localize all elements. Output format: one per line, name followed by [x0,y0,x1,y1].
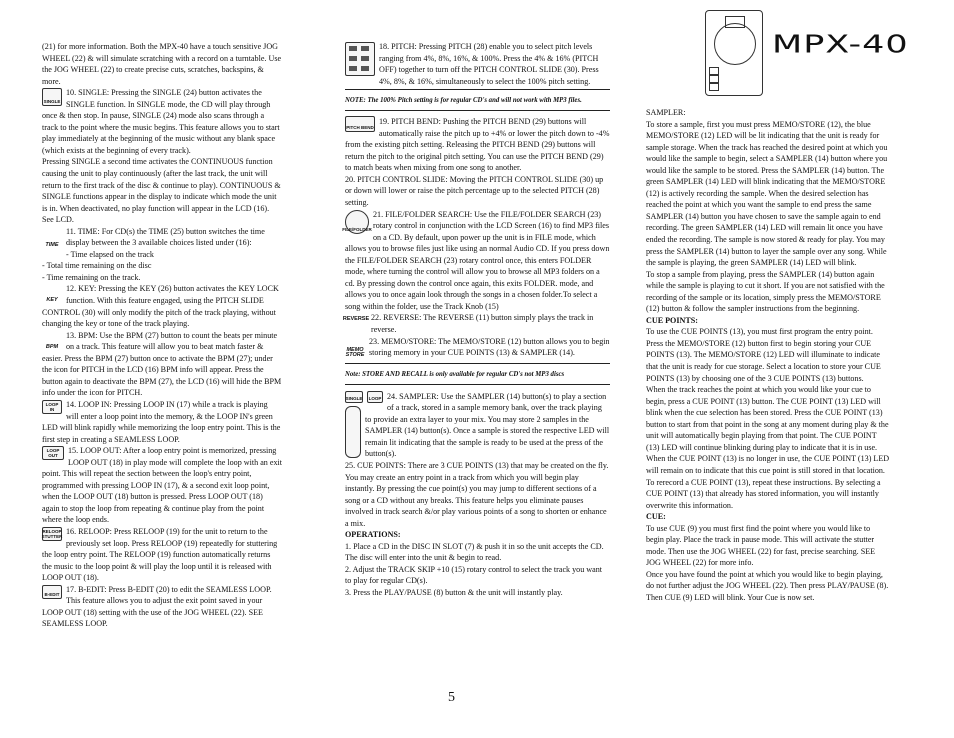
button-icon [709,67,719,75]
bpm-text: 13. BPM: Use the BPM (27) button to count the beats per minute on a track. This feature will allow you to beat match faster & easier. Press the BPM (27) button once to activate the BPM (27); under the icon for PITCH in the LCD (16) BPM info will appear. Press the button again to deactivate the BPM (27), the LCD (16) will hide the BPM info under the icon for PITCH. [42,330,282,398]
intro-text: (21) for more information. Both the MPX-40 have a touch sensitive JOG WHEEL (22) & will simulate scratching with a record on a turntable. Use the JOG WHEEL (22) to create precise cuts, scratches, backspins, & more. [42,42,282,86]
single-continuous-text: Pressing SINGLE a second time activates the CONTINUOUS function causing the unit to play continuously (after the last track, the unit will return to the first track of the disc & continue to play). CONTINUOUS & SINGLE functions appear in the display to indicate which mode the unit is in. When deactivated, no play function will appear in the LCD (16). See LCD. [42,157,281,225]
loop-in-button-icon: LOOP IN [42,400,62,414]
pitch-buttons-icon [345,42,375,76]
operation-step: 2. Adjust the TRACK SKIP +10 (15) rotary control to select the track you want to play for regular CD(s). [345,564,603,586]
key-text: 12. KEY: Pressing the KEY (26) button activates the KEY LOCK function. With this feature engaged, using the PITCH SLIDE CONTROL (30) will only modify the pitch of the track playing, without changing the key or tone of the track playing. [42,284,279,329]
single-button-icon: SINGLE [42,88,62,106]
loop-in-text: 14. LOOP IN: Pressing LOOP IN (17) while a track is playing will enter a loop point into the memory, & the LOOP IN's green LED will blink rapidly while memorizing the loop entry point. This is the first step in creating a SEAMLESS LOOP. [42,399,281,444]
pitch-bend-text: 19. PITCH BEND: Pushing the PITCH BEND (29) buttons will automatically raise the pitch up to +4% or lower the pitch down to -4% from the existing pitch setting. Releasing the PITCH BEND (29) buttons will return the pitch to the original pitch setting. You can use the PITCH BEND (29) to match beats when mixing from one song to another. [345,117,610,173]
sampler-button-icon: LOOP [367,391,383,403]
reloop-button-icon: RELOOP STUTTER [41,528,63,539]
cue-points-play-instructions: When the track reaches the point at which you would like your cue to begin, press a CUE POINT (13) button. The CUE POINT (13) LED will blink when the cue selection has been stored. Press the CUE POINT (13) button to start from that point in the song at any moment during play & the unit will automatically begin playing from that point. The CUE POINT (13) LED will continue blinking during play to indicate that it is in use. When the CUE POINT (13) is no longer in use, the CUE POINT (13) LED will remain on to indicate that this cue point is still stored in that location. [646,385,890,475]
cue-set-instructions: Once you have found the point at which you would like to begin playing, do not further adjust the JOG WHEEL (22). Then press PLAY/PAUSE (8). Then CUE (9) LED will blink. Your Cue is now set. [646,569,889,602]
brand-title: MPX-40 [772,30,909,59]
reverse-button-icon: REVERSE [342,316,370,323]
pitch-text: 18. PITCH: Pressing PITCH (28) enable you to select pitch levels ranging from 4%, 8%, 16%, & 100%. Press the 4% & 16% (PITCH OFF) together to turn off the PITCH CONTROL SLIDE (30). Press 4%, 8%, & 16%, simultaneously to select the 100% pitch setting. [379,42,599,86]
reverse-text: 22. REVERSE: The REVERSE (11) button simply plays the track in reverse. [371,313,594,335]
button-icon [709,75,719,83]
time-item: - Total time remaining on the disc [42,261,152,271]
cue-points-heading: CUE POINTS: [646,315,698,325]
product-logo-illustration [705,10,763,96]
loop-out-text: 15. LOOP OUT: After a loop entry point is memorized, pressing LOOP OUT (18) in play mode will complete the loop with an exit point. This will repeat the section between the loop's entry point, programmed with pressing LOOP IN (17), & a second exit loop point, when the LOOP OUT (18) button is pressed. Press LOOP OUT (18) again to stop the loop from repeating & continue play from the point where the loop ends. [42,446,282,525]
time-item: - Time remaining on the track. [42,272,141,282]
cue-points-buttons-icon [345,406,361,458]
memo-note: Note: STORE AND RECALL is only available for regular CD's not MP3 discs [345,370,565,378]
divider [345,384,610,385]
b-edit-text: 17. B-EDIT: Press B-EDIT (20) to edit the SEAMLESS LOOP. This feature allows you to adjust the exit point saved in your LOOP OUT (18) setting with the use of the JOG WHEEL (22). SEE SEAMLESS LOOP. [42,584,272,629]
operation-step: 1. Place a CD in the DISC IN SLOT (7) & push it in so the unit accepts the CD. The disc will enter into the unit & begin to read. [345,541,604,563]
memo-store-button-icon: MEMO STORE [345,346,365,358]
reloop-text: 16. RELOOP: Press RELOOP (19) for the unit to return to the previously set loop. Press RELOOP (19) repeatedly for stuttering the loop entry point. The RELOOP (19) function automatically returns the music to the loop point & will play the loop until it is released with LOOP OUT (18). [42,526,278,583]
divider [345,89,610,90]
loop-out-button-icon: LOOP OUT [42,446,64,460]
cue-instructions: To use CUE (9) you must first find the point where you would like to begin play. Place the track in pause mode. This will activate the stutter mode. Then use the JOG WHEEL (22) for fast, precise searching. SEE JOG WHEEL (22) for more info. [646,523,876,568]
sampler-button-icon: SINGLE [345,391,363,403]
time-text: 11. TIME: For CD(s) the TIME (25) button switches the time display between the 3 available choices listed under (16): [66,226,265,248]
column-middle [342,41,610,599]
divider [345,110,610,111]
memo-store-text: 23. MEMO/STORE: The MEMO/STORE (12) button allows you to begin storing memory in your CUE POINTS (13) & SAMPLER (14). [369,336,610,358]
time-button-icon: TIME [45,241,59,248]
operations-title: OPERATIONS: [345,530,401,540]
divider [345,363,610,364]
time-item: - Time elapsed on the track [66,249,154,259]
column-right [646,107,890,604]
file-folder-text: 21. FILE/FOLDER SEARCH: Use the FILE/FOLDER SEARCH (23) rotary control in conjunction with the LCD Screen (16) to find MP3 files on a CD. By default, upon power up the unit is in FILE mode, which allows you to browse files just like using an normal Audio CD. If you press down the FILE/FOLDER SEARCH (23) rotary control once, this enters FOLDER mode, where turning the control will allow you to browse all MP3 folders on a cd. By pressing down the control once again, this exits FOLDER. mode, and allows you to once again look through the songs in a chosen folder.To select a song within the folder, use the Track Knob (15) [345,209,610,311]
sampler-stop-instructions: To stop a sample from playing, press the SAMPLER (14) button again while the sample is playing to cut it short. If you are not satisfied with the recording of the sample or its location, simply press the MEMO/STORE (12) button & follow the sampler instructions from the beginning. [646,269,885,314]
pitch-buttons-graphic-icon [347,44,373,74]
bpm-button-icon: BPM [45,343,59,350]
pitch-bend-button-icon: PITCH BEND [345,116,375,132]
pitch-note: NOTE: The 100% Pitch setting is for regular CD's and will not work with MP3 files. [345,97,582,105]
column-left [42,41,282,630]
sampler-text: 24. SAMPLER: Use the SAMPLER (14) button(s) to play a section of a track, stored in a sample memory bank, over the track playing to provide an extra layer to your mix. You may store 2 samples in the SAMPLER (14) button(s). Once a sample is stored the respective LED will remain lit indicating that the sample is ready to be used at the press of the button(s). [365,391,610,459]
sampler-heading: SAMPLER: [646,108,686,117]
cue-points-text: 25. CUE POINTS: There are 3 CUE POINTS (13) that may be created on the fly. You may create an entry point in a track from which you will begin play instantly. By pressing the cue point(s) you may jump to different sections of a song or a CD without any breaks. This feature helps you eliminate pauses involved in track search &/or play various points of a song to shorten or enhance a mix. [345,460,609,528]
b-edit-button-icon: B-EDIT [42,585,62,599]
sampler-instructions: To store a sample, first you must press MEMO/STORE (12), the blue MEMO/STORE (12) LED will be lit indicating that the unit is ready for sample storage. When the track has reached the desired point at which you would like the sample to begin, select a SAMPLER (14) button where you would like the sample to be stored. Press the SAMPLER (14) button. The green SAMPLER (14) LED will blink indicating that the MEMO/STORE (12) is actively recording the sample. When the desired selection has reached the point at which you want the sample to end press the same SAMPLER (14) button you have chosen to save the sample again to end recording. The green SAMPLER (14) LED will remain lit once you have ended the recording. The sample is now stored & ready for play. You may press the SAMPLER (14) button to layer the sample over any song. While the sample is playing, the green SAMPLER (14) LED will blink. [646,119,888,268]
cue-points-instructions: To use the CUE POINTS (13), you must first program the entry point. Press the MEMO/STORE (12) button first to begin storing your CUE POINTS (13). The MEMO/STORE (12) LED will illuminate to indicate that the unit is ready for cue storage. Select a location to store your CUE POINTS (13) by choosing one of the 3 CUE POINTS (13) buttons. [646,327,881,383]
operation-step: 3. Press the PLAY/PAUSE (8) button & the unit will instantly play. [345,587,563,597]
cue-heading: CUE: [646,512,666,522]
jog-wheel-icon [714,23,756,65]
button-icon [709,83,719,91]
cue-points-rerecord-instructions: To rerecord a CUE POINT (13), repeat these instructions. By selecting a CUE POINT (13) that already has stored information, you will instantly overwrite this information. [646,477,881,510]
page-number: 5 [448,690,455,705]
single-text: 10. SINGLE: Pressing the SINGLE (24) button activates the SINGLE function. In SINGLE mode, the CD will play through once & then stop. In pause, SINGLE (24) mode also scans through a track to the point where the music begins. This feature allows you to start play immediately at the beginning of the music without any blank space (which exists at the beginning of every track). [42,88,280,155]
file-folder-knob-icon: FILE/FOLDER [345,210,369,234]
key-button-icon: KEY [46,297,58,304]
pitch-slide-text: 20. PITCH CONTROL SLIDE: Moving the PITCH CONTROL SLIDE (30) up or down will lower or raise the pitch percentage up to the selected PITCH (28) setting. [345,174,604,208]
